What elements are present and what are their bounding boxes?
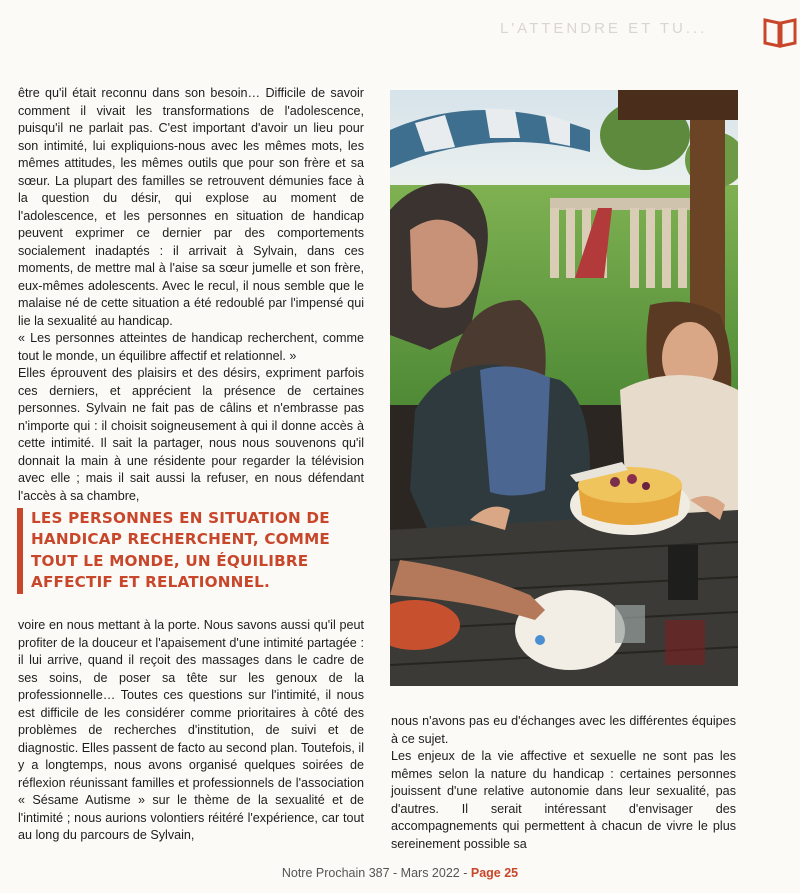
book-icon bbox=[762, 14, 798, 50]
page-footer bbox=[0, 866, 800, 880]
article-paragraph: Elles éprouvent des plaisirs et des désirs, expriment parfois ces derniers, et apprécient la présence de certaines personnes. Sylvain ne fait pas de câlins et n'embrasse pas n'importe qui : il choisit soigneusement à qui il donne accès à cette intimité. Il sait la partager, nous nous souvenons qu'il donnait la main à une résidente pour regarder la télévision avec elle ; mais il sait aussi la refuser, en nous défendant l'accès à sa chambre, bbox=[18, 366, 364, 503]
article-paragraph: Les enjeux de la vie affective et sexuelle ne sont pas les mêmes selon la nature du handicap : certaines personnes jouissent d'une relative autonomie dans leur sexualité, pas d'autres. Il serait intéressant d'envisager des accompagnements qui permettent à chacun de vivre le plus sereinement possible sa bbox=[391, 749, 736, 851]
pull-quote-text: LES PERSONNES EN SITUATION DE HANDICAP RECHERCHENT, COMME TOUT LE MONDE, UN ÉQUILIBRE AFFECTIF ET RELATIONNEL. bbox=[31, 509, 330, 592]
pull-quote bbox=[17, 508, 361, 594]
article-quote-paragraph: « Les personnes atteintes de handicap recherchent, comme tout le monde, un équilibre affectif et relationnel. » bbox=[18, 331, 364, 363]
article-paragraph: nous n'avons pas eu d'échanges avec les différentes équipes à ce sujet. bbox=[391, 714, 736, 746]
article-paragraph: être qu'il était reconnu dans son besoin… Difficile de savoir comment il vivait les transformations de l'adolescence, puisqu'il ne parlait pas. C'est important d'avoir un lieu pour son intimité, lui expliquions-nous avec les mêmes mots, les mêmes attitudes, les mêmes outils que pour son frère et sa sœur. La plupart des familles se retrouvent démunies face à la question du désir, qui explose au moment de l'adolescence, et les personnes en situation de handicap peuvent exprimer ce dernier par des comportements socialement inadaptés : il arrivait à Sylvain, dans ces moments, de mettre mal à l'aise sa sœur jumelle et son frère, eux-mêmes adolescents. Avec le recul, il nous semble que le malaise né de cette situation a été redoublé par l'impensé qui lie la sexualité au handicap. bbox=[18, 86, 364, 328]
article-paragraph: voire en nous mettant à la porte. Nous savons aussi qu'il peut profiter de la douceur et l'apaisement d'une intimité partagée : il lui arrive, quand il reçoit des massages dans le cadre de ses soins, de poser sa tête sur les genoux de la professionnelle… Toutes ces questions sur l'intimité, il nous est difficile de les considérer comme prioritaires à côté des problèmes de recherches d'institution, de suivi et de diagnostic. Elles passent de facto au second plan. Toutefois, il y a longtemps, nous avons organisé quelques soirées de réflexion réunissant familles et professionnels de l'association « Sésame Autisme » sur le thème de la sexualité et de l'intimité ; nous aurions volontiers réitéré l'expérience, car tout au long du parcours de Sylvain, bbox=[18, 618, 364, 842]
article-column-right-bottom bbox=[391, 713, 736, 853]
footer-page-number: Page 25 bbox=[470, 866, 519, 880]
family-photo bbox=[390, 90, 738, 686]
running-header: L'ATTENDRE ET TU... bbox=[500, 20, 708, 37]
article-column-left-bottom bbox=[18, 617, 364, 845]
article-column-left-top bbox=[18, 85, 364, 505]
footer-publication: Notre Prochain 387 - Mars 2022 - bbox=[281, 866, 468, 880]
